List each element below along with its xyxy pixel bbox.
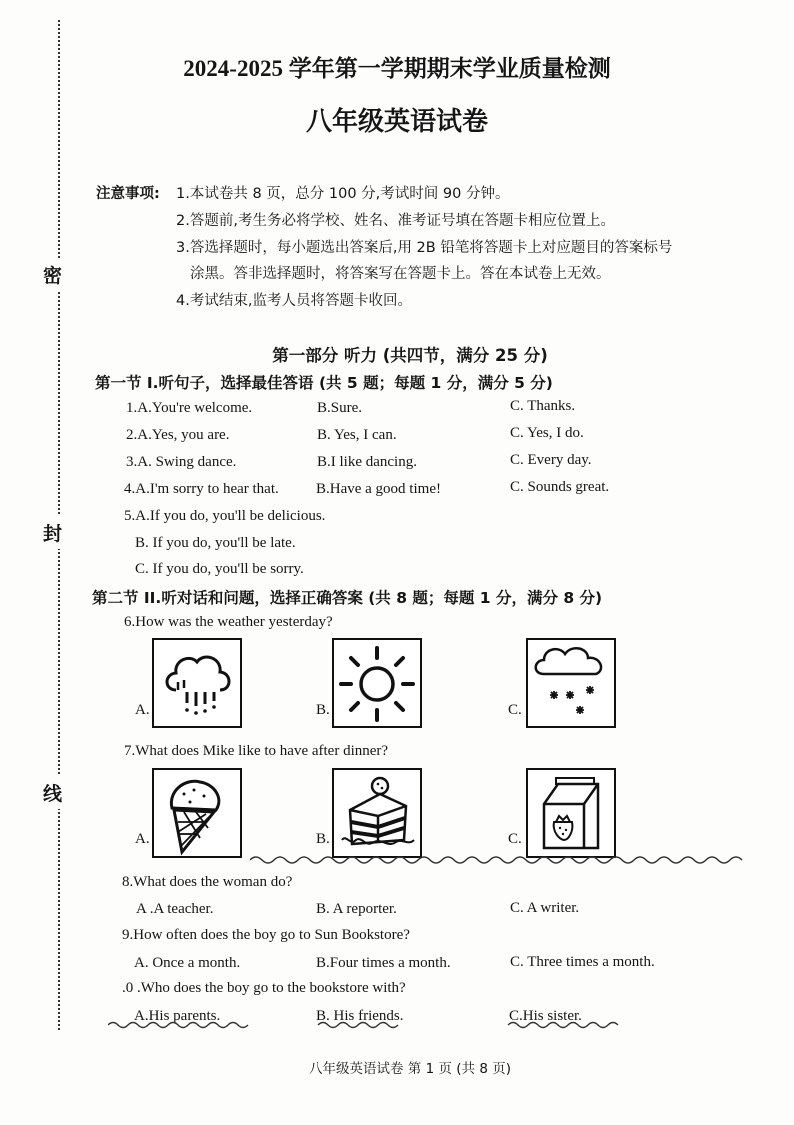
q7-question: 7.What does Mike like to have after dinner? bbox=[124, 743, 389, 759]
rain-cloud-icon bbox=[154, 640, 240, 726]
q6-question: 6.How was the weather yesterday? bbox=[124, 614, 333, 630]
strawberry-milk-icon bbox=[528, 770, 614, 856]
notes-label: 注意事项: bbox=[96, 186, 160, 202]
q4-option-b: B.Have a good time! bbox=[316, 481, 441, 497]
q8-option-c: C. A writer. bbox=[510, 900, 580, 916]
q3-option-c: C. Every day. bbox=[510, 452, 592, 468]
q8-option-a: A .A teacher. bbox=[136, 901, 214, 917]
q3-option-a: 3.A. Swing dance. bbox=[126, 454, 237, 470]
q7-label-a: A. bbox=[135, 831, 150, 847]
q6-label-b: B. bbox=[316, 702, 330, 718]
q7-label-c: C. bbox=[508, 831, 522, 847]
q5-option-b: B. If you do, you'll be late. bbox=[135, 535, 296, 551]
q6-picture-a bbox=[152, 638, 242, 728]
q7-picture-a bbox=[152, 768, 242, 858]
q9-option-b: B.Four times a month. bbox=[316, 955, 451, 971]
note-item-3-cont: 涂黑。答非选择题时，将答案写在答题卡上。答在本试卷上无效。 bbox=[190, 266, 611, 282]
q10-question: .0 .Who does the boy go to the bookstore with? bbox=[122, 980, 406, 996]
q1-option-b: B.Sure. bbox=[317, 400, 362, 416]
cake-icon bbox=[334, 770, 420, 856]
sun-icon bbox=[334, 640, 420, 726]
q9-option-a: A. Once a month. bbox=[134, 955, 241, 971]
q7-label-b: B. bbox=[316, 831, 330, 847]
bottom-wavy-underline bbox=[108, 1020, 628, 1030]
q10-option-c: C.His sister. bbox=[509, 1008, 582, 1024]
seal-mark-feng: 封 bbox=[43, 516, 62, 549]
q2-option-b: B. Yes, I can. bbox=[317, 427, 397, 443]
q1-option-a: 1.A.You're welcome. bbox=[126, 400, 253, 416]
q4-option-c: C. Sounds great. bbox=[510, 479, 610, 495]
q2-option-c: C. Yes, I do. bbox=[510, 425, 584, 441]
q4-option-a: 4.A.I'm sorry to hear that. bbox=[124, 481, 279, 497]
q5-option-a: 5.A.If you do, you'll be delicious. bbox=[124, 508, 326, 524]
note-item-3: 3.答选择题时，每小题选出答案后,用 2B 铅笔将答题卡上对应题目的答案标号 bbox=[176, 240, 673, 256]
q3-option-b: B.I like dancing. bbox=[317, 454, 417, 470]
ice-cream-icon bbox=[154, 770, 240, 856]
part1-heading: 第一部分 听力 (共四节，满分 25 分) bbox=[272, 346, 548, 365]
q6-label-a: A. bbox=[135, 702, 150, 718]
q9-option-c: C. Three times a month. bbox=[510, 954, 655, 970]
q10-option-b: B. His friends. bbox=[316, 1008, 404, 1024]
page-footer: 八年级英语试卷 第 1 页 (共 8 页) bbox=[309, 1061, 511, 1077]
wavy-divider bbox=[250, 854, 750, 866]
q9-question: 9.How often does the boy go to Sun Bookstore? bbox=[122, 927, 410, 943]
q2-option-a: 2.A.Yes, you are. bbox=[126, 427, 230, 443]
note-item-4: 4.考试结束,监考人员将答题卡收回。 bbox=[176, 293, 412, 309]
seal-mark-mi: 密 bbox=[43, 258, 62, 291]
seal-mark-xian: 线 bbox=[43, 776, 62, 809]
q5-option-c: C. If you do, you'll be sorry. bbox=[135, 561, 304, 577]
q1-option-c: C. Thanks. bbox=[510, 398, 576, 414]
snow-cloud-icon bbox=[528, 640, 614, 726]
q8-question: 8.What does the woman do? bbox=[122, 874, 293, 890]
q6-picture-c bbox=[526, 638, 616, 728]
q10-option-a: A.His parents. bbox=[134, 1008, 221, 1024]
q7-picture-b bbox=[332, 768, 422, 858]
exam-subtitle: 八年级英语试卷 bbox=[305, 107, 488, 136]
q6-label-c: C. bbox=[508, 702, 522, 718]
q6-picture-b bbox=[332, 638, 422, 728]
section2-heading: 第二节 II.听对话和问题，选择正确答案 (共 8 题；每题 1 分，满分 8 分) bbox=[92, 589, 603, 607]
exam-title: 2024-2025 学年第一学期期末学业质量检测 bbox=[183, 56, 611, 81]
q7-picture-c bbox=[526, 768, 616, 858]
note-item-2: 2.答题前,考生务必将学校、姓名、准考证号填在答题卡相应位置上。 bbox=[176, 213, 615, 229]
section1-heading: 第一节 I.听句子，选择最佳答语 (共 5 题；每题 1 分，满分 5 分) bbox=[95, 374, 553, 392]
note-item-1: 1.本试卷共 8 页，总分 100 分,考试时间 90 分钟。 bbox=[176, 186, 510, 202]
q8-option-b: B. A reporter. bbox=[316, 901, 397, 917]
